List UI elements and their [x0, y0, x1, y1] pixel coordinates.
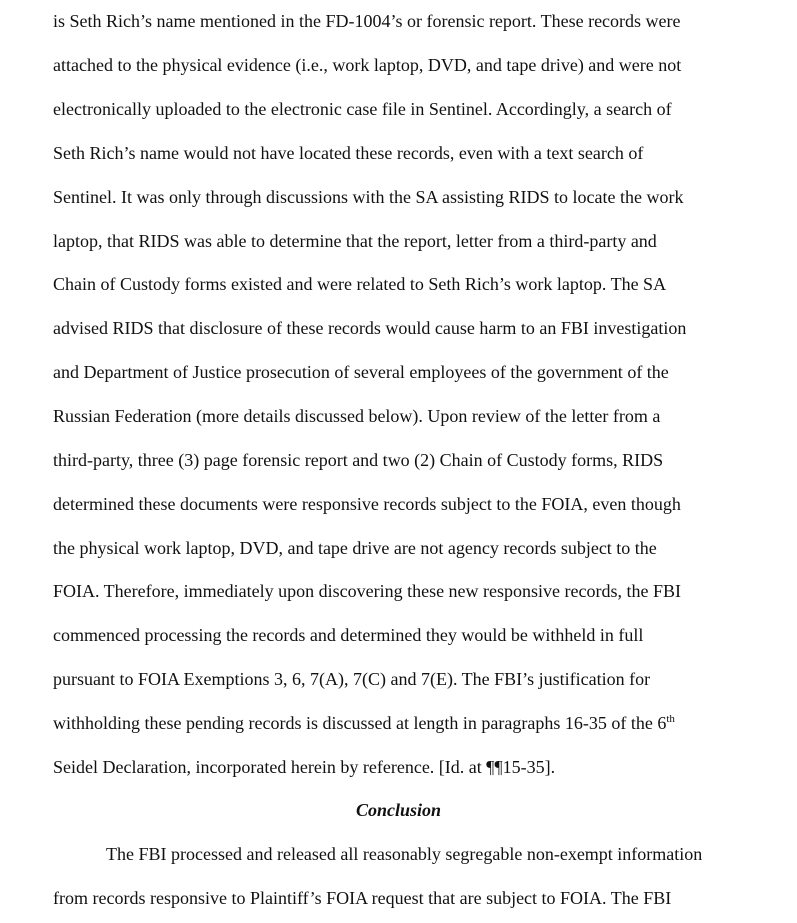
paragraph-line: Seidel Declaration, incorporated herein by reference. [Id. at ¶¶15-35].	[53, 757, 556, 777]
paragraph-line: Chain of Custody forms existed and were related to Seth Rich’s work laptop. The SA	[53, 274, 667, 294]
paragraph-line-indented: The FBI processed and released all reasonably segregable non-exempt information	[106, 844, 703, 864]
paragraph-line: advised RIDS that disclosure of these records would cause harm to an FBI investigation	[53, 318, 687, 338]
paragraph-line: determined these documents were responsive records subject to the FOIA, even though	[53, 494, 681, 514]
paragraph-line: and Department of Justice prosecution of several employees of the government of the	[53, 362, 669, 382]
paragraph-line: the physical work laptop, DVD, and tape drive are not agency records subject to the	[53, 538, 657, 558]
paragraph-line: Seth Rich’s name would not have located these records, even with a text search of	[53, 143, 644, 163]
ordinal-superscript: th	[666, 713, 675, 725]
paragraph-line: attached to the physical evidence (i.e., work laptop, DVD, and tape drive) and were not	[53, 55, 682, 75]
paragraph-line: is Seth Rich’s name mentioned in the FD-1004’s or forensic report. These records were	[53, 11, 681, 31]
paragraph-line: commenced processing the records and determined they would be withheld in full	[53, 625, 644, 645]
paragraph-line: from records responsive to Plaintiff’s FOIA request that are subject to FOIA. The FBI	[53, 888, 672, 908]
paragraph-line: pursuant to FOIA Exemptions 3, 6, 7(A), 7(C) and 7(E). The FBI’s justification for	[53, 669, 651, 689]
paragraph-line: FOIA. Therefore, immediately upon discovering these new responsive records, the FBI	[53, 581, 682, 601]
paragraph-line: third-party, three (3) page forensic report and two (2) Chain of Custody forms, RIDS	[53, 450, 664, 470]
section-heading-conclusion: Conclusion	[355, 800, 442, 820]
paragraph-line-text: withholding these pending records is discussed at length in paragraphs 16-35 of the 6	[53, 713, 667, 733]
paragraph-line: laptop, that RIDS was able to determine that the report, letter from a third-party and	[53, 231, 657, 251]
paragraph-line: Sentinel. It was only through discussions with the SA assisting RIDS to locate the work	[53, 187, 684, 207]
paragraph-line: electronically uploaded to the electronic case file in Sentinel. Accordingly, a search of	[53, 99, 672, 119]
paragraph-line	[53, 712, 675, 737]
paragraph-line: Russian Federation (more details discussed below). Upon review of the letter from a	[53, 406, 661, 426]
